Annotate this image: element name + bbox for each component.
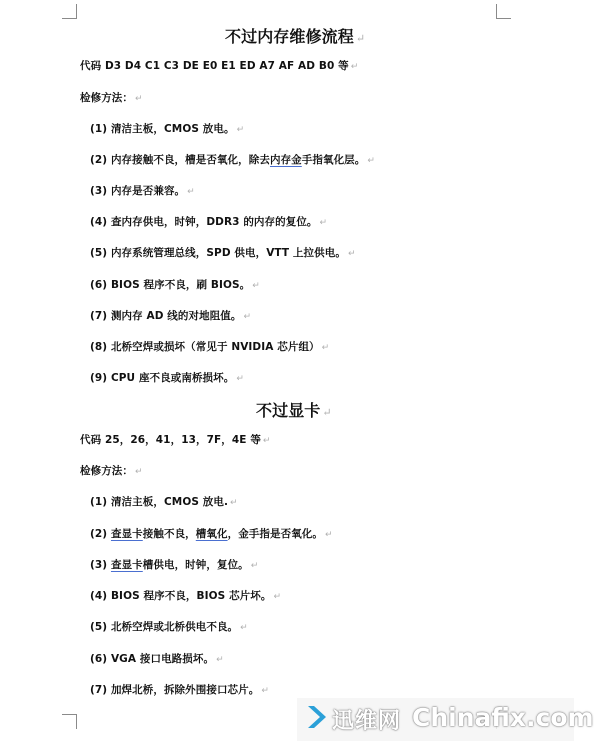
section2-codes: 代码 25，26，41，13，7F，4E 等 ↵: [80, 434, 271, 446]
section1-codes: 代码 D3 D4 C1 C3 DE E0 E1 ED A7 AF AD B0 等 ↵: [80, 60, 359, 72]
section1-title: 不过内存维修流程 ↵: [225, 27, 366, 46]
section1-methods-label: 检修方法： ↵: [80, 92, 143, 104]
underlined-term: 查显卡: [110, 559, 143, 571]
chevron-arrow-icon: [306, 704, 328, 730]
page-corner-top-left: [62, 4, 77, 19]
section1-item-5: (5) 内存系统管理总线，SPD 供电，VTT 上拉供电。 ↵: [90, 247, 356, 259]
watermark-english-text: Chinafix.com: [412, 703, 594, 732]
section2-item-4: (4) BIOS 程序不良，BIOS 芯片坏。 ↵: [90, 590, 282, 602]
section1-item-7: (7) 测内存 AD 线的对地阻值。 ↵: [90, 310, 252, 322]
page-corner-bottom-left: [62, 714, 77, 729]
section2-item-1: (1) 清洁主板，CMOS 放电. ↵: [90, 496, 238, 508]
section1-item-8: (8) 北桥空焊或损坏（常见于 NVIDIA 芯片组） ↵: [90, 341, 330, 353]
section2-item-2: (2) 查显卡接触不良，槽氧化，金手指是否氧化。 ↵: [90, 528, 333, 540]
page-corner-top-right: [496, 4, 511, 19]
section1-item-1: (1) 清洁主板，CMOS 放电。 ↵: [90, 123, 245, 135]
section1-item-2: (2) 内存接触不良，槽是否氧化，除去内存金手指氧化层。 ↵: [90, 154, 376, 166]
section2-item-7: (7) 加焊北桥，拆除外围接口芯片。 ↵: [90, 684, 270, 696]
underlined-term: 查显卡: [110, 528, 143, 540]
underlined-term: 内存金: [269, 154, 302, 166]
section1-item-4: (4) 查内存供电，时钟，DDR3 的内存的复位。 ↵: [90, 216, 328, 228]
section1-item-9: (9) CPU 座不良或南桥损坏。 ↵: [90, 372, 244, 384]
section2-item-5: (5) 北桥空焊或北桥供电不良。 ↵: [90, 621, 248, 633]
section1-item-6: (6) BIOS 程序不良，刷 BIOS。 ↵: [90, 279, 260, 291]
section2-item-3: (3) 查显卡槽供电，时钟，复位。 ↵: [90, 559, 259, 571]
section2-title: 不过显卡 ↵: [256, 401, 332, 420]
section1-item-3: (3) 内存是否兼容。 ↵: [90, 185, 195, 197]
section2-methods-label: 检修方法： ↵: [80, 465, 143, 477]
watermark-chinese-text: 迅维网: [332, 709, 402, 734]
section2-item-6: (6) VGA 接口电路损坏。 ↵: [90, 653, 224, 665]
underlined-term: 槽氧化: [195, 528, 228, 540]
